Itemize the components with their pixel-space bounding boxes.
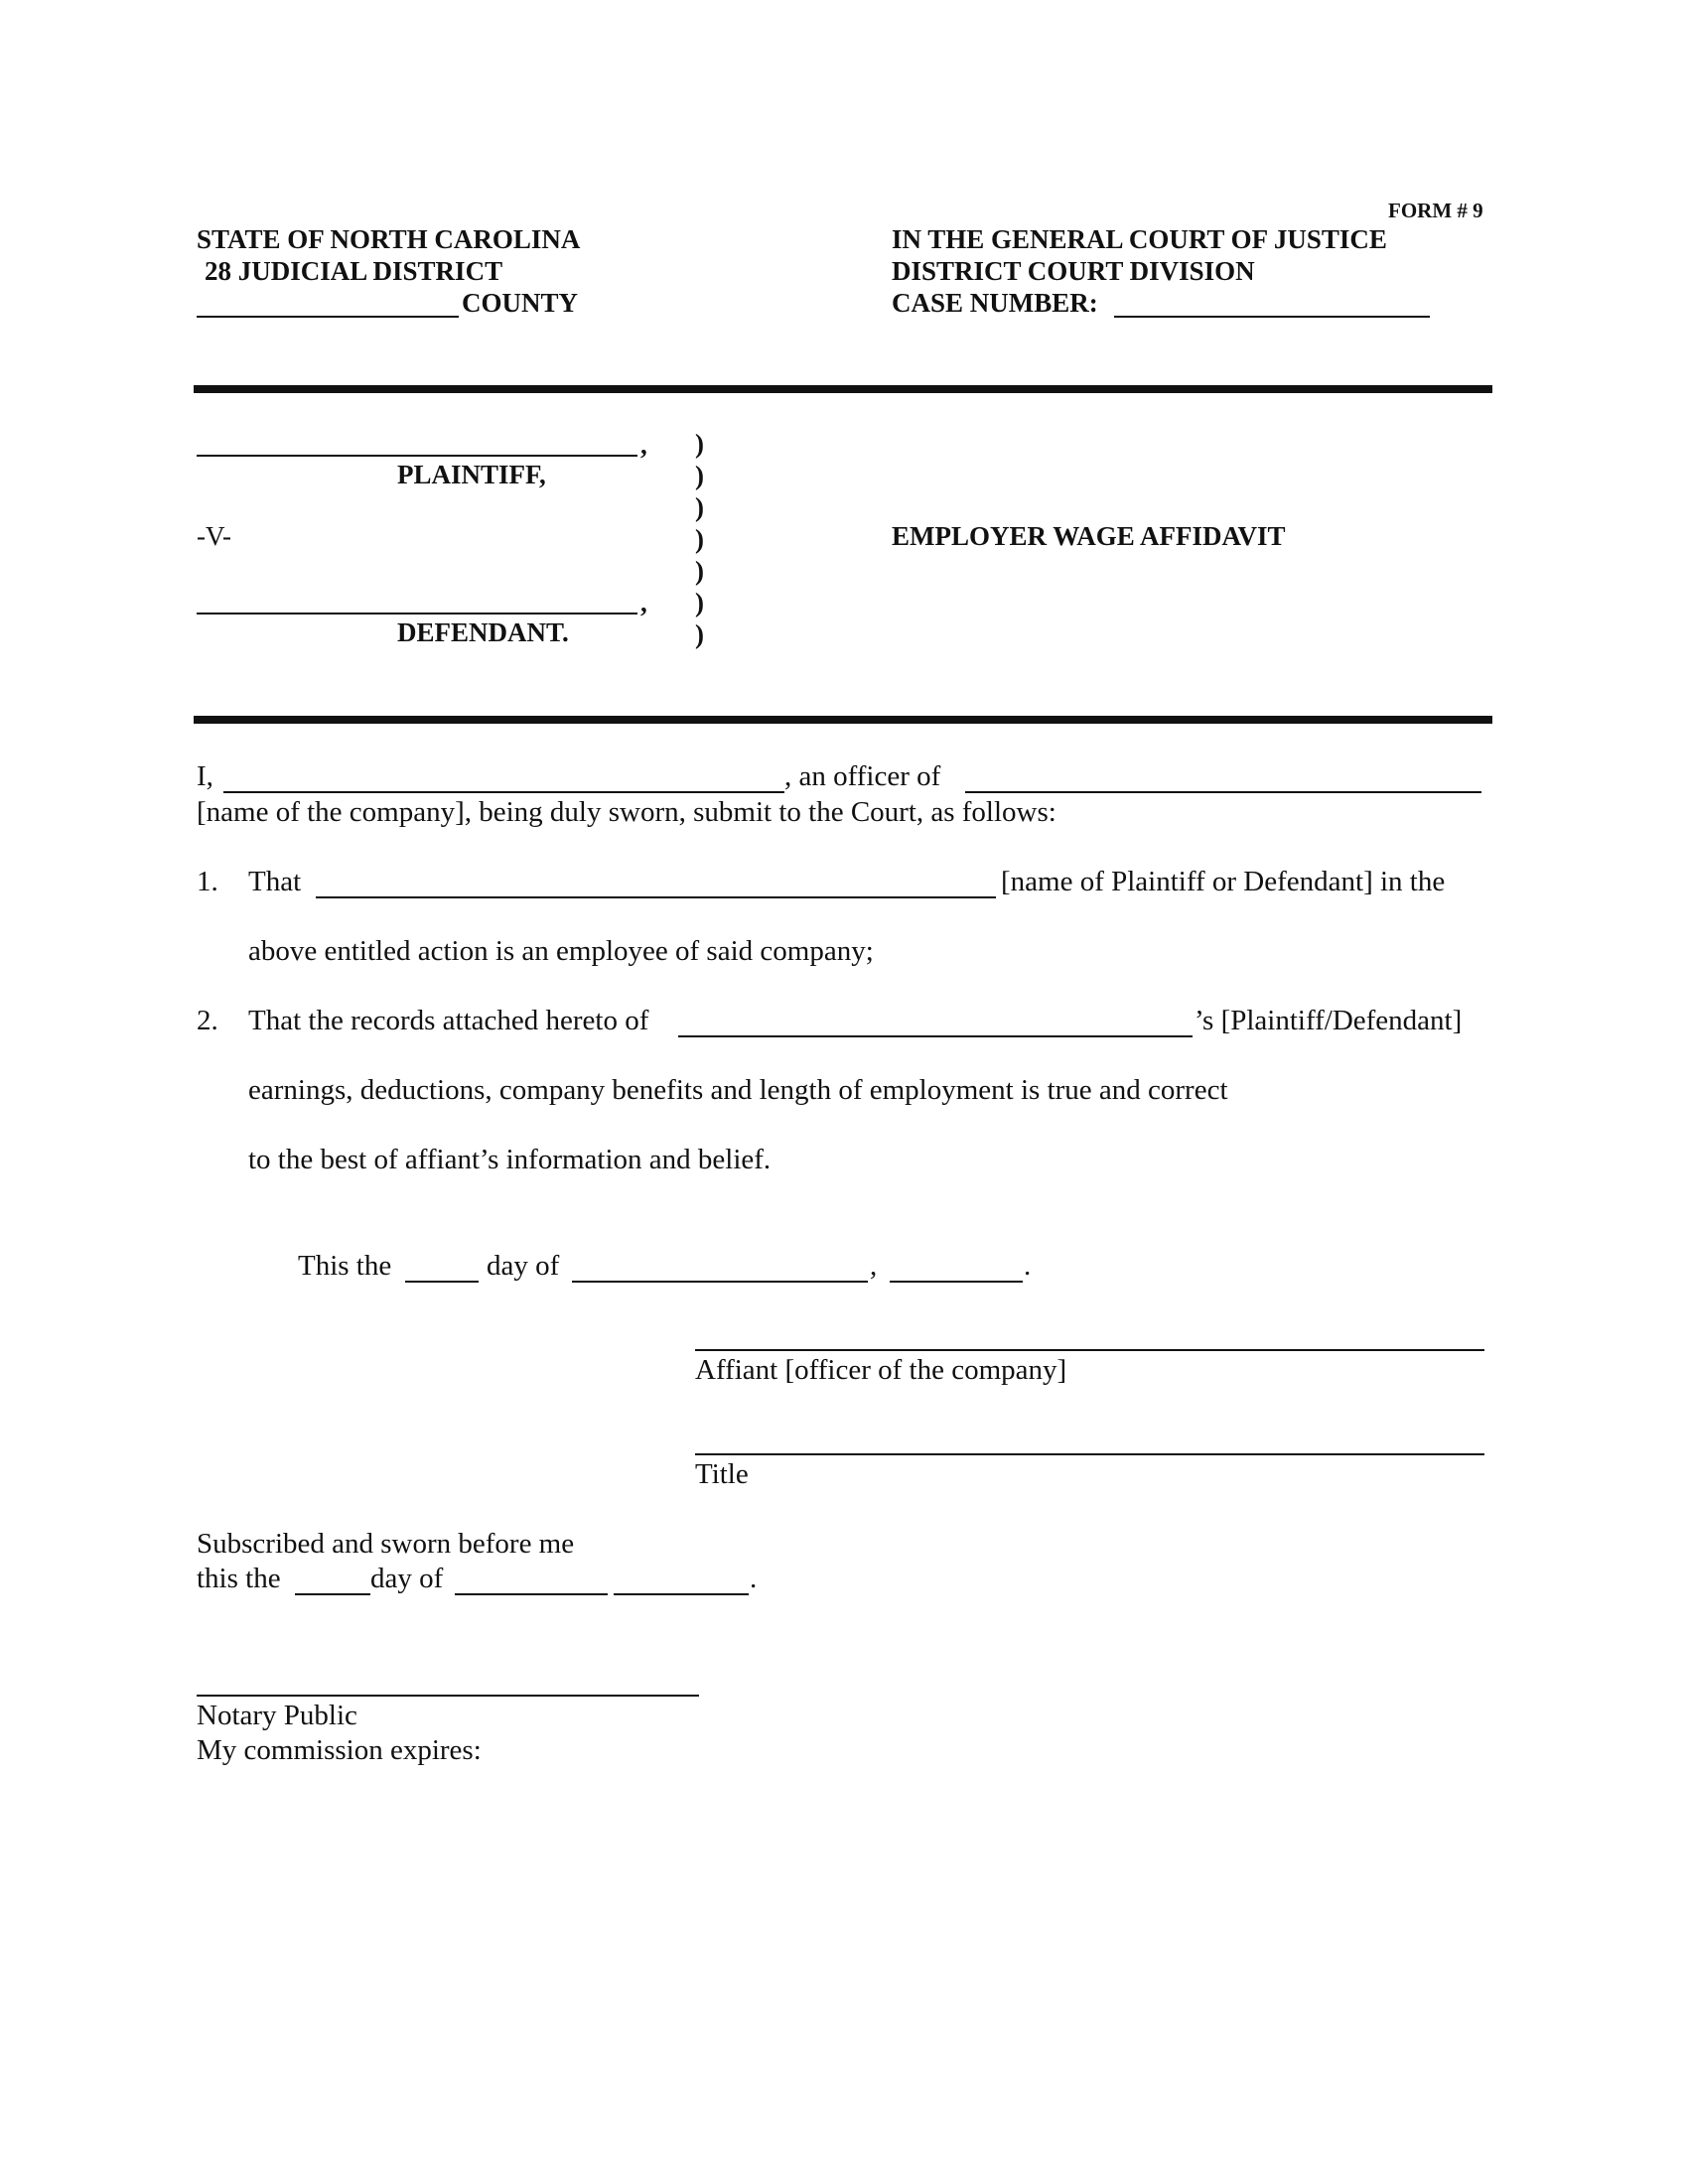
notary-month-blank[interactable] (455, 1593, 608, 1595)
affiant-name-blank[interactable] (223, 791, 784, 793)
form-number: FORM # 9 (1388, 199, 1483, 222)
top-divider (194, 385, 1492, 393)
date-period: . (1024, 1250, 1032, 1282)
intro-line-2: [name of the company], being duly sworn, submit to the Court, as follows: (197, 796, 1056, 828)
affiant-label: Affiant [officer of the company] (695, 1354, 1067, 1386)
item-1-suffix: [name of Plaintiff or Defendant] in the (1001, 866, 1446, 897)
defendant-name-blank[interactable] (197, 613, 637, 614)
intro-officer-of: , an officer of (784, 760, 941, 792)
date-this-the: This the (298, 1250, 392, 1282)
employee-name-blank[interactable] (316, 896, 996, 898)
notary-day-of: day of (370, 1563, 444, 1594)
paren: ) (695, 429, 704, 459)
item-1-line-2: above entitled action is an employee of said company; (248, 935, 874, 967)
company-name-blank[interactable] (965, 791, 1481, 793)
paren: ) (695, 619, 704, 649)
county-blank[interactable] (197, 316, 459, 318)
notary-period: . (750, 1563, 758, 1594)
year-blank[interactable] (890, 1281, 1023, 1283)
case-number-label: CASE NUMBER: (892, 288, 1098, 318)
defendant-comma: , (640, 588, 647, 617)
county-label: COUNTY (462, 288, 579, 318)
notary-signature-line[interactable] (197, 1695, 699, 1697)
state-heading: STATE OF NORTH CAROLINA (197, 224, 581, 254)
versus-label: -V- (197, 521, 232, 551)
party-name-blank[interactable] (678, 1035, 1193, 1037)
bottom-divider (194, 716, 1492, 724)
affiant-signature-line[interactable] (695, 1349, 1484, 1351)
item-2-line-3: to the best of affiant’s information and belief. (248, 1144, 772, 1175)
item-2-number: 2. (197, 1005, 218, 1036)
plaintiff-label: PLAINTIFF, (397, 460, 546, 489)
notary-year-blank[interactable] (614, 1593, 749, 1595)
title-label: Title (695, 1458, 749, 1490)
paren: ) (695, 588, 704, 617)
month-blank[interactable] (572, 1281, 868, 1283)
case-number-blank[interactable] (1114, 316, 1430, 318)
item-2-suffix: ’s [Plaintiff/Defendant] (1195, 1005, 1463, 1036)
paren: ) (695, 524, 704, 554)
paren: ) (695, 461, 704, 490)
item-2-prefix: That the records attached hereto of (248, 1005, 649, 1036)
plaintiff-comma: , (640, 430, 647, 460)
notary-label: Notary Public (197, 1700, 357, 1731)
subscribed-text: Subscribed and sworn before me (197, 1528, 575, 1560)
commission-label: My commission expires: (197, 1734, 482, 1766)
intro-i: I, (197, 760, 213, 792)
day-blank[interactable] (405, 1281, 479, 1283)
date-day-of: day of (487, 1250, 560, 1282)
district-heading: 28 JUDICIAL DISTRICT (205, 256, 503, 286)
defendant-label: DEFENDANT. (397, 617, 569, 647)
notary-this-the: this the (197, 1563, 281, 1594)
paren: ) (695, 556, 704, 586)
item-1-that: That (248, 866, 302, 897)
date-comma: , (870, 1250, 878, 1282)
document-title: EMPLOYER WAGE AFFIDAVIT (892, 521, 1286, 551)
paren: ) (695, 492, 704, 522)
title-signature-line[interactable] (695, 1453, 1484, 1455)
notary-day-blank[interactable] (295, 1593, 370, 1595)
item-1-number: 1. (197, 866, 218, 897)
item-2-line-2: earnings, deductions, company benefits and length of employment is true and correct (248, 1074, 1228, 1106)
plaintiff-name-blank[interactable] (197, 455, 637, 457)
division-heading: DISTRICT COURT DIVISION (892, 256, 1255, 286)
court-heading: IN THE GENERAL COURT OF JUSTICE (892, 224, 1387, 254)
